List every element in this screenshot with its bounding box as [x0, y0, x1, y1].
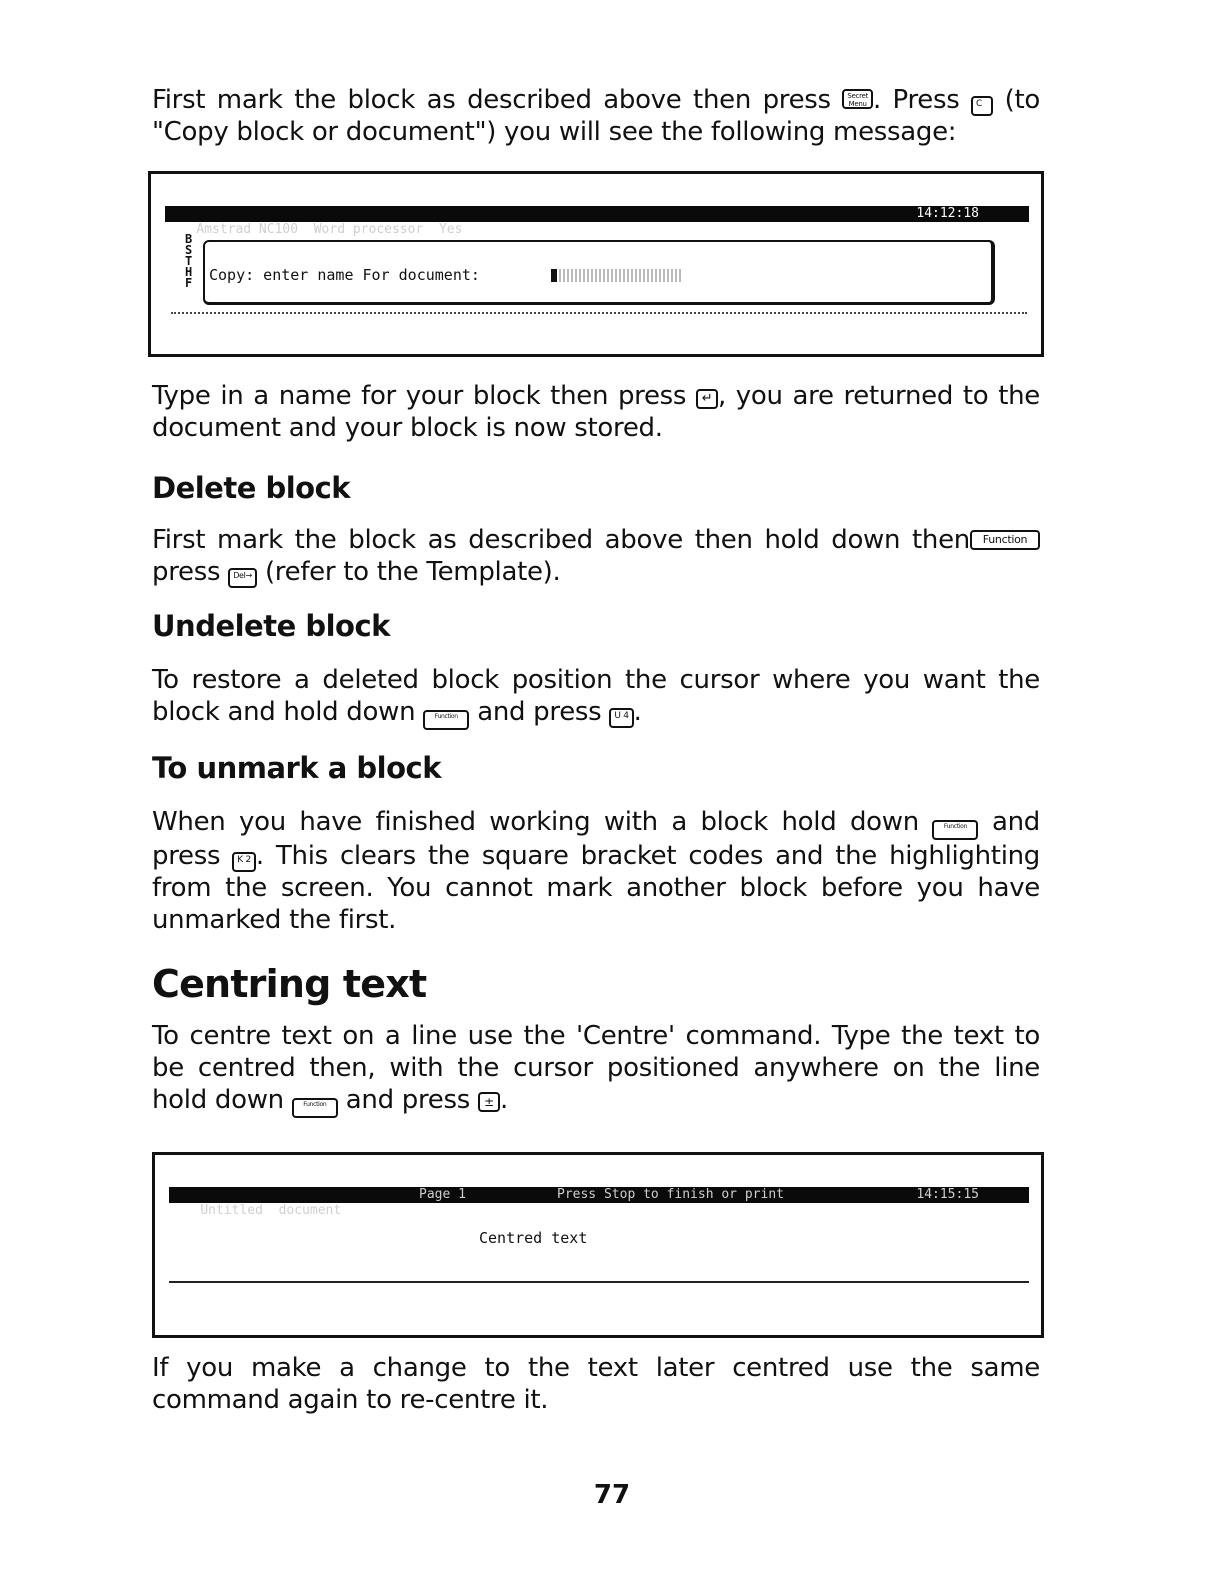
- undelete-text-c: .: [633, 697, 642, 727]
- undelete-block-heading: Undelete block: [152, 609, 390, 643]
- delete-block-paragraph: [152, 524, 1040, 588]
- page-number: 77: [593, 1480, 631, 1510]
- c-key-icon: C: [971, 96, 993, 116]
- centring-text-heading: Centring text: [152, 962, 427, 1006]
- unmark-block-heading: To unmark a block: [152, 751, 441, 785]
- delete-key-icon: Del→: [228, 568, 257, 588]
- screen-divider: [171, 312, 1027, 314]
- delete-block-heading: Delete block: [152, 471, 351, 505]
- centring-text-a: To centre text on a line use the 'Centre' command. Type the text to be centred then, with the cursor positioned anywhere on the line hold down: [152, 1021, 1040, 1115]
- centring-paragraph: [152, 1020, 1040, 1118]
- unmark-text-a: When you have finished working with a block hold down: [152, 807, 919, 837]
- centre-screen-status-bar: [169, 1187, 1029, 1218]
- intro-text-c: (to "Copy block or document") you will see the following message:: [152, 85, 1040, 147]
- intro-text-b: . Press: [872, 85, 960, 115]
- copy-screen-status-bar: [165, 206, 1029, 237]
- name-input[interactable]: [551, 269, 681, 282]
- status-message: Press Stop to finish or print: [557, 1187, 784, 1202]
- status-time: 14:15:15: [916, 1187, 979, 1202]
- after-copy-paragraph: [152, 380, 1040, 444]
- secret-menu-key-icon: Secret Menu: [842, 89, 873, 109]
- status-left: Amstrad NC100 Word processor Yes: [196, 222, 463, 237]
- unmark-text-c: . This clears the square bracket codes and the highlighting from the screen. You cannot mark another block before you have unmarked the first.: [152, 841, 1040, 935]
- side-letter: S: [185, 243, 193, 257]
- status-page: Page 1: [419, 1187, 466, 1202]
- after-copy-text-a: Type in a name for your block then press: [152, 381, 687, 411]
- centre-key-icon: ±: [478, 1092, 500, 1112]
- delete-text-c: (refer to the Template).: [264, 557, 561, 587]
- closing-section: [152, 1352, 1040, 1416]
- function-key-label: Function: [434, 713, 458, 720]
- function-key-icon: [932, 820, 978, 840]
- centring-text-c: .: [499, 1085, 508, 1115]
- function-key-icon: [423, 710, 469, 730]
- status-time: 14:12:18: [916, 206, 979, 221]
- undelete-text-a: To restore a deleted block position the cursor where you want the block and hold down: [152, 665, 1040, 727]
- screen-divider: [169, 1281, 1029, 1283]
- unmark-block-paragraph: [152, 806, 1040, 936]
- unmark-text-b: and press: [152, 807, 1041, 871]
- document-body-lower: [152, 380, 1040, 1118]
- undelete-block-paragraph: [152, 664, 1040, 730]
- intro-text-a: First mark the block as described above then press: [152, 85, 831, 115]
- side-letter: B: [185, 232, 193, 246]
- function-key-label: Function: [943, 823, 968, 830]
- side-letters: [185, 234, 199, 289]
- copy-dialog-box: [203, 240, 995, 305]
- centring-text-b: and press: [345, 1085, 470, 1115]
- copy-prompt: Copy: enter name For document:: [209, 266, 480, 284]
- delete-text-a: First mark the block as described above then hold down: [152, 525, 901, 555]
- closing-paragraph: If you make a change to the text later centred use the same command again to re-centre it.: [152, 1353, 1040, 1415]
- enter-key-icon: ↵: [696, 389, 718, 409]
- status-left: Untitled document: [200, 1203, 342, 1218]
- copy-screen: [148, 171, 1044, 357]
- after-copy-text-b: , you are returned to the document and your block is now stored.: [152, 381, 1040, 443]
- function-key-icon: [292, 1098, 338, 1118]
- side-letter: F: [185, 276, 193, 290]
- side-letter: T: [185, 254, 193, 268]
- intro-paragraph: [152, 84, 1040, 148]
- centred-text-line: Centred text: [479, 1229, 588, 1247]
- centre-screen: [152, 1152, 1044, 1338]
- function-key-label: Function: [303, 1101, 327, 1108]
- undelete-text-b: and press: [477, 697, 602, 727]
- u-key-icon: U 4: [609, 708, 633, 728]
- document-body: [152, 78, 1040, 148]
- k-key-icon: K 2: [232, 852, 256, 872]
- delete-text-b: then press: [152, 525, 970, 587]
- side-letter: H: [185, 265, 193, 279]
- cursor-block: [551, 269, 557, 282]
- function-key-icon: Function: [970, 530, 1040, 550]
